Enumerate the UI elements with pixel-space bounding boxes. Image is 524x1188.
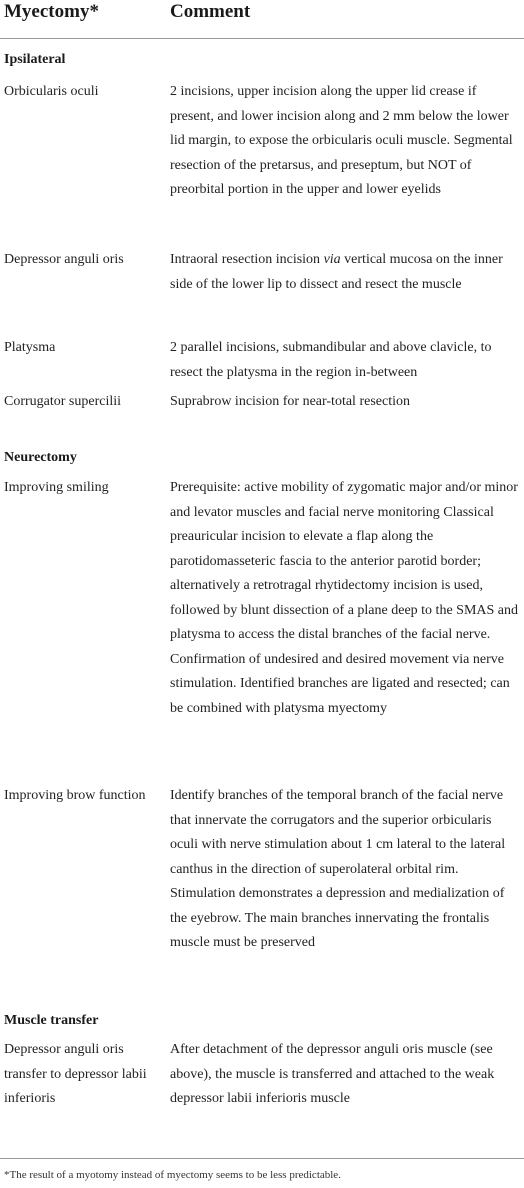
row-comment-depressor-transfer: After detachment of the depressor anguli oris muscle (see above), the muscle is transferred and attached to the weak depressor labii inferioris muscle [170,1042,495,1106]
header-comment: Comment [170,1,251,22]
table-footnote: *The result of a myotomy instead of myectomy seems to be less predictable. [4,1169,341,1181]
row-comment-improving-brow-function: Identify branches of the temporal branch of the facial nerve that innervate the corrugators and the superior orbicularis oculi with nerve stimulation about 1 cm lateral to the lateral canthus in the direction of superolateral orbital rim. Stimulation demonstrates a depression and medialization of the eyebrow. The main branches innervating the frontalis muscle must be preserved [170,788,506,950]
row-comment-depressor-anguli-oris: Intraoral resection incision via vertical mucosa on the inner side of the lower lip to dissect and resect the muscle [170,252,503,292]
row-name-platysma: Platysma [4,340,56,355]
row-comment-platysma: 2 parallel incisions, submandibular and above clavicle, to resect the platysma in the region in-between [170,340,492,380]
header-rule [0,38,524,39]
section-muscle-transfer: Muscle transfer [4,1013,99,1028]
row-comment-orbicularis-oculi: 2 incisions, upper incision along the upper lid crease if present, and lower incision along and 2 mm below the lower lid margin, to expose the orbicularis oculi muscle. Segmental resection of the pretarsus, and preseptum, but NOT of preorbital portion in the upper and lower eyelids [170,84,513,197]
row-name-corrugator-supercilii: Corrugator supercilii [4,394,122,409]
row-name-depressor-transfer: Depressor anguli oris transfer to depressor labii inferioris [4,1042,147,1106]
row-name-depressor-anguli-oris: Depressor anguli oris [4,252,124,267]
section-ipsilateral: Ipsilateral [4,52,66,67]
row-comment-corrugator-supercilii: Suprabrow incision for near-total resection [170,394,410,409]
row-name-improving-brow-function: Improving brow function [4,788,146,803]
italic-via: via [323,252,341,267]
row-name-improving-smiling: Improving smiling [4,480,109,495]
section-neurectomy: Neurectomy [4,450,77,465]
table-header [0,0,524,38]
bottom-rule [0,1158,524,1159]
header-myectomy: Myectomy* [4,1,99,22]
row-name-orbicularis-oculi: Orbicularis oculi [4,84,99,99]
row-comment-improving-smiling: Prerequisite: active mobility of zygomatic major and/or minor and levator muscles and facial nerve monitoring Classical preauricular incision to elevate a flap along the parotidomasseteric fascia to the anterior parotid border; alternatively a retrotragal rhytidectomy incision is used, followed by blunt dissection of a plane deep to the SMAS and platysma to access the distal branches of the facial nerve. Confirmation of undesired and desired movement via nerve stimulation. Identified branches are ligated and resected; can be combined with platysma myectomy [170,480,518,716]
